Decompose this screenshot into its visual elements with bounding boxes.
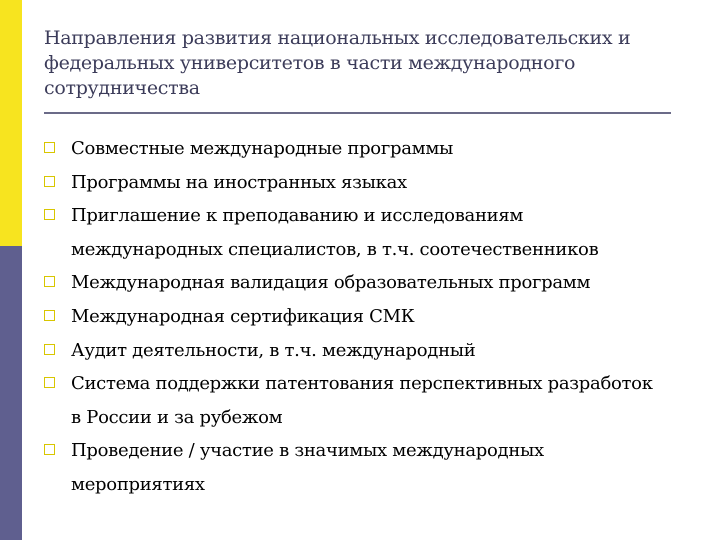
list-item-text: международных специалистов, в т.ч. соотечественников <box>71 238 599 260</box>
left-accent-bar-yellow <box>0 0 22 246</box>
hollow-square-bullet-icon <box>44 209 55 220</box>
list-item-text: Совместные международные программы <box>71 138 454 159</box>
list-item-text: Система поддержки патентования перспективных разработок <box>71 373 653 395</box>
list-item <box>44 266 716 300</box>
slide-title <box>44 26 704 101</box>
list-item-text: мероприятиях <box>71 473 205 495</box>
list-item <box>44 434 716 501</box>
title-underline <box>44 112 671 114</box>
list-item <box>44 199 716 266</box>
list-item-text: в России и за рубежом <box>71 406 283 428</box>
hollow-square-bullet-icon <box>44 276 55 287</box>
hollow-square-bullet-icon <box>44 310 55 321</box>
hollow-square-bullet-icon <box>44 142 55 153</box>
slide-title-line: федеральных университетов в части международного <box>44 52 576 74</box>
list-item <box>44 300 716 334</box>
list-item <box>44 334 716 368</box>
list-item <box>44 367 716 434</box>
list-item <box>44 166 716 200</box>
slide-title-line: сотрудничества <box>44 77 200 99</box>
list-item-text: Проведение / участие в значимых международных <box>71 440 544 462</box>
list-item <box>44 132 716 166</box>
list-item-text: Международная валидация образовательных программ <box>71 272 591 294</box>
slide-title-line: Направления развития национальных исследовательских и <box>44 27 631 49</box>
bullet-list <box>44 132 716 502</box>
hollow-square-bullet-icon <box>44 344 55 355</box>
list-item-text: Международная сертификация СМК <box>71 305 415 327</box>
list-item-text: Приглашение к преподаванию и исследованиям <box>71 205 524 227</box>
hollow-square-bullet-icon <box>44 377 55 388</box>
list-item-text: Аудит деятельности, в т.ч. международный <box>71 339 476 361</box>
list-item-text: Программы на иностранных языках <box>71 171 407 193</box>
hollow-square-bullet-icon <box>44 176 55 187</box>
hollow-square-bullet-icon <box>44 444 55 455</box>
